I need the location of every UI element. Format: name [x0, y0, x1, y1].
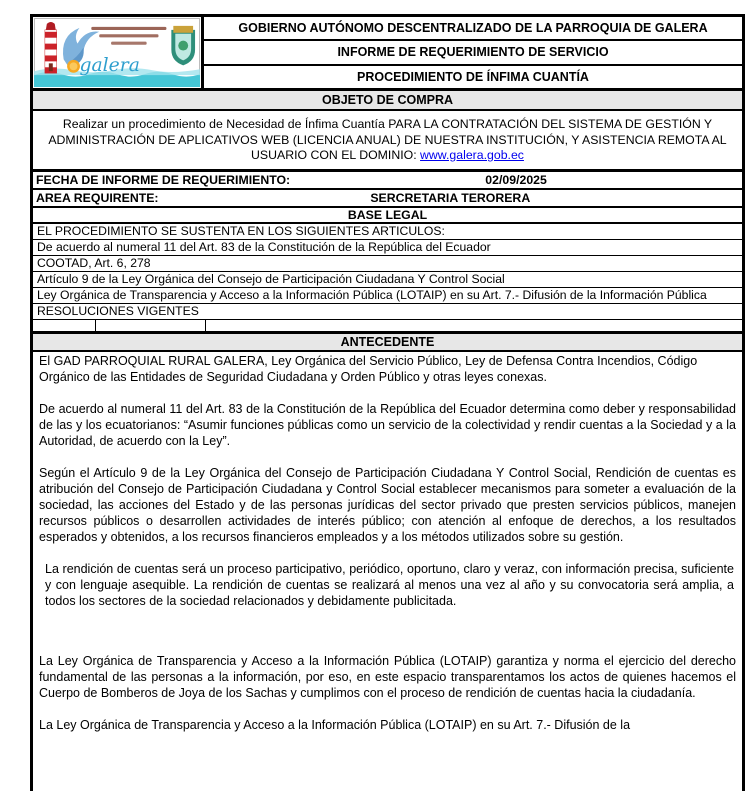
- field-row-fecha: [33, 172, 742, 190]
- fecha-value: 02/09/2025: [485, 173, 547, 187]
- domain-link[interactable]: www.galera.gob.ec: [420, 148, 524, 162]
- requirement-report-document: [30, 14, 745, 791]
- base-legal-row: De acuerdo al numeral 11 del Art. 83 de la Constitución de la República del Ecuador: [33, 240, 742, 256]
- section-header-antecedente: ANTECEDENTE: [33, 334, 742, 352]
- objeto-body: [33, 111, 742, 172]
- sun-icon: [67, 60, 80, 73]
- procedure-title: PROCEDIMIENTO DE ÍNFIMA CUANTÍA: [357, 69, 589, 84]
- antecedente-paragraph: La rendición de cuentas será un proceso participativo, periódico, oportuno, claro y veraz, con información precisa, suficiente y con lenguaje asequible. La rendición de cuentas se realizará al menos una vez al año y su convocatoria será amplia, a todos los sectores de la sociedad relacionados y debidamente publicitada.: [45, 562, 734, 608]
- base-legal-row: Ley Orgánica de Transparencia y Acceso a la Información Pública (LOTAIP) en su Art. 7.- Difusión de la Información Pública: [33, 288, 742, 304]
- base-legal-row: COOTAD, Art. 6, 278: [33, 256, 742, 272]
- area-value: SERCRETARIA TERORERA: [370, 191, 531, 205]
- galera-logo-image: [34, 18, 200, 87]
- antecedente-paragraph: La Ley Orgánica de Transparencia y Acceso a la Información Pública (LOTAIP) en su Art. 7.- Difusión de la: [39, 718, 631, 732]
- document-header: [33, 17, 742, 91]
- org-title: GOBIERNO AUTÓNOMO DESCENTRALIZADO DE LA PARROQUIA DE GALERA: [204, 17, 742, 41]
- base-legal-row: EL PROCEDIMIENTO SE SUSTENTA EN LOS SIGUIENTES ARTICULOS:: [33, 224, 742, 240]
- base-legal-row: Artículo 9 de la Ley Orgánica del Consejo de Participación Ciudadana Y Control Social: [33, 272, 742, 288]
- antecedente-paragraph: De acuerdo al numeral 11 del Art. 83 de la Constitución de la República del Ecuador determina como deber y responsabilidad de las y los ecuatorianos: “Asumir funciones públicas como un servicio de la colectividad y rendir cuentas a la Sociedad y a la Autoridad, de acuerdo con la Ley”.: [39, 402, 736, 448]
- antecedente-body: [33, 352, 742, 791]
- institution-logo: [33, 17, 204, 88]
- lighthouse-shape: [45, 22, 57, 73]
- logo-script-text: galera: [79, 55, 140, 77]
- antecedente-paragraph: La Ley Orgánica de Transparencia y Acceso a la Información Pública (LOTAIP) garantiza y norma el ejercicio del derecho fundamental de las personas a la información, por eso, en este espacio transparentamos los actos de quienes hacemos el Cuerpo de Bomberos de Joya de los Sachas y cumplimos con el proceso de rendición de cuentas hacia la ciudadanía.: [39, 654, 736, 700]
- empty-cell: [96, 320, 206, 331]
- doc-title: INFORME DE REQUERIMIENTO DE SERVICIO: [204, 41, 742, 65]
- base-legal-row: RESOLUCIONES VIGENTES: [33, 304, 742, 320]
- area-label: AREA REQUIRENTE:: [36, 191, 159, 205]
- fecha-label: FECHA DE INFORME DE REQUERIMIENTO:: [36, 173, 291, 187]
- objeto-text: Realizar un procedimiento de Necesidad de Ínfima Cuantía PARA LA CONTRATACIÓN DEL SISTEMA DE GESTIÓN Y ADMINISTRACIÓN DE APLICATIVOS WEB (LICENCIA ANUAL) DE NUESTRA INSTITUCIÓN, Y ASISTENCIA REMOTA AL USUARIO CON EL DOMINIO:: [48, 117, 727, 162]
- section-header-objeto-de-compra: OBJETO DE COMPRA: [33, 91, 742, 111]
- section-header-base-legal: BASE LEGAL: [33, 208, 742, 224]
- antecedente-paragraph: El GAD PARROQUIAL RURAL GALERA, Ley Orgánica del Servicio Público, Ley de Defensa Contra Incendios, Código Orgánico de las Entidades de Seguridad Ciudadana y Orden Público y otras leyes conexas.: [39, 354, 698, 384]
- empty-cell: [206, 320, 742, 331]
- empty-table-row: [33, 320, 742, 334]
- crest-shield-shape: [171, 26, 195, 65]
- antecedente-paragraph: Según el Artículo 9 de la Ley Orgánica del Consejo de Participación Ciudadana Y Control Social, Rendición de cuentas es atribución del Consejo de Participación Ciudadana y Control Social establecer mecanismos para someter a evaluación de la sociedad, las acciones del Estado y de las personas jurídicas del sector privado que presten servicios públicos, manejen recursos públicos o desarrollen actividades de interés público; con atención al enfoque de derechos, a los resultados esperados y obtenidos, a los recursos financieros empleados y a los métodos utilizados sobre su gestión.: [39, 466, 736, 544]
- empty-cell: [33, 320, 96, 331]
- field-row-area: [33, 190, 742, 208]
